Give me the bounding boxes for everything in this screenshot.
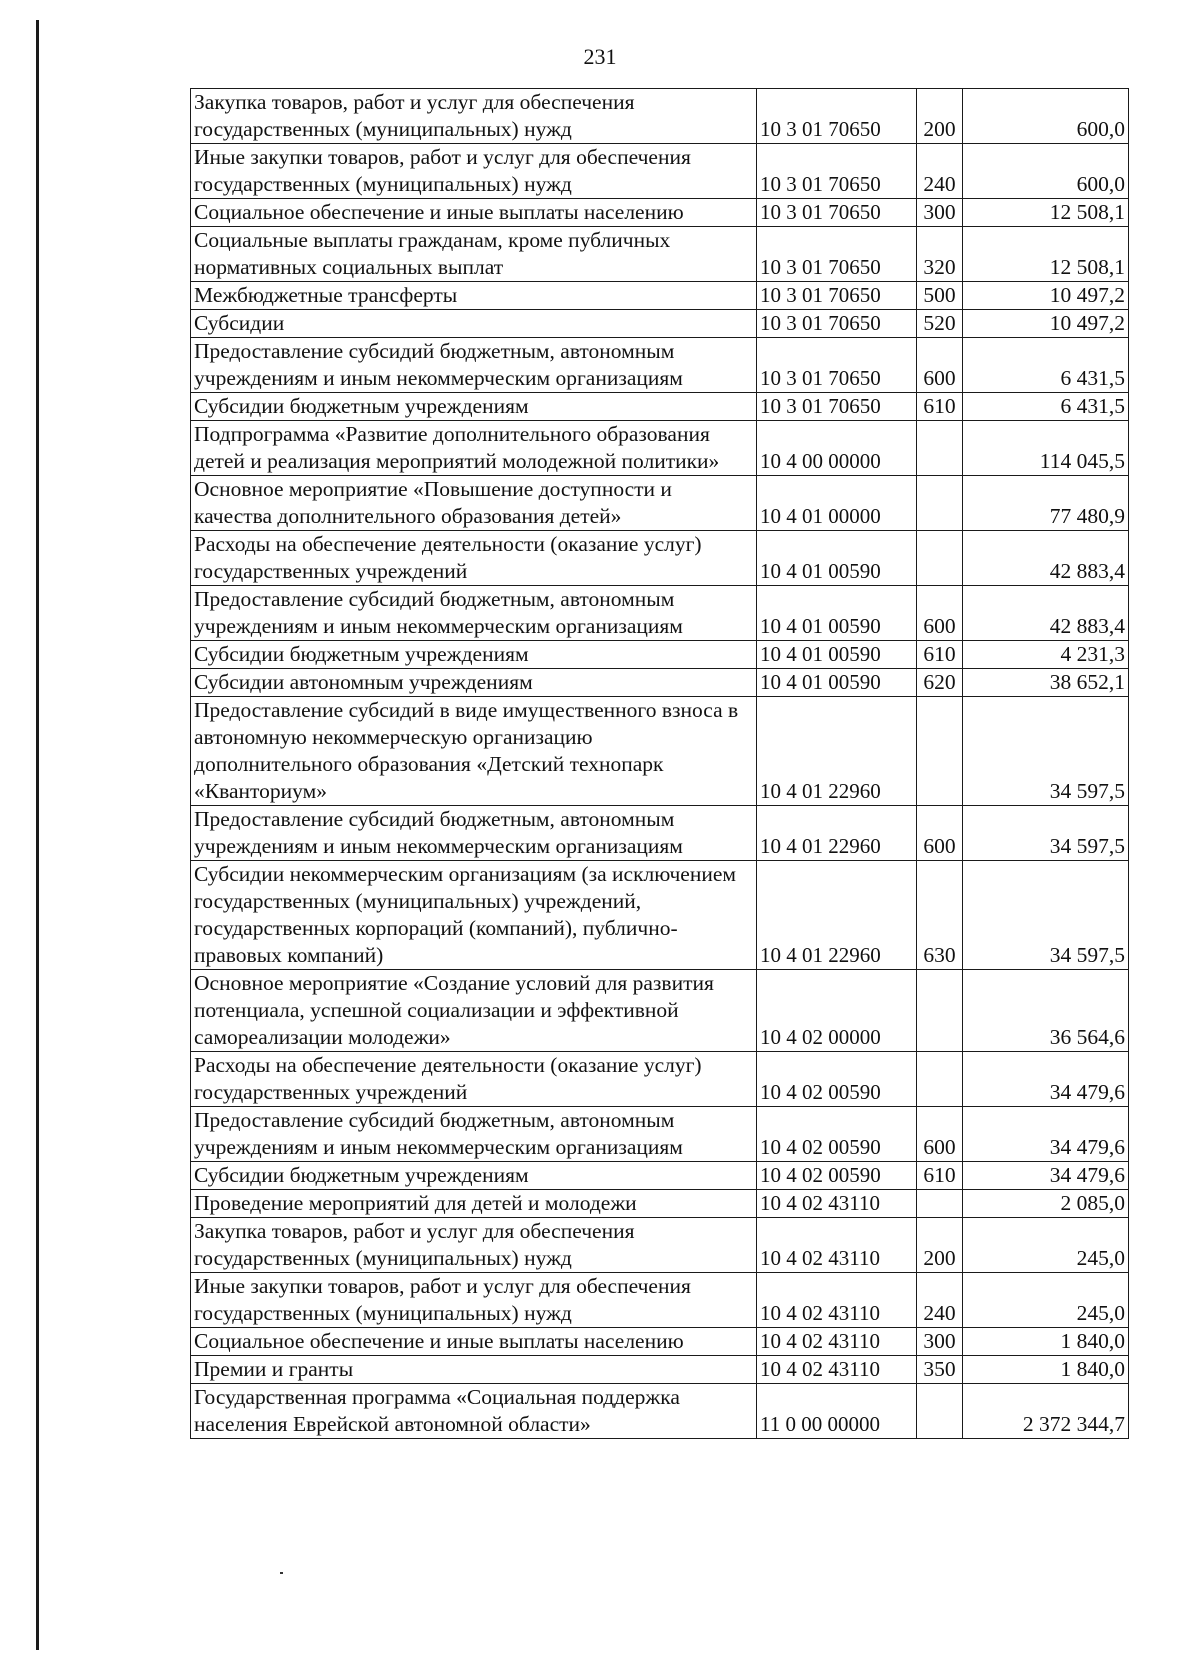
row-amount-cell: 34 597,5	[963, 697, 1129, 806]
row-amount-cell: 38 652,1	[963, 669, 1129, 697]
row-amount-cell: 36 564,6	[963, 970, 1129, 1052]
row-code-cell: 10 3 01 70650	[757, 338, 917, 393]
row-amount-cell: 34 479,6	[963, 1162, 1129, 1190]
table-row	[191, 338, 1129, 393]
row-type-cell: 200	[917, 1218, 963, 1273]
row-name-cell: Расходы на обеспечение деятельности (оказание услуг) государственных учреждений	[191, 1052, 757, 1107]
row-name-cell: Иные закупки товаров, работ и услуг для обеспечения государственных (муниципальных) нужд	[191, 144, 757, 199]
row-code-cell: 10 3 01 70650	[757, 282, 917, 310]
row-name-cell: Основное мероприятие «Повышение доступности и качества дополнительного образования детей»	[191, 476, 757, 531]
row-code-cell: 10 4 01 00590	[757, 669, 917, 697]
table-row	[191, 531, 1129, 586]
row-name-cell: Основное мероприятие «Создание условий для развития потенциала, успешной социализации и эффективной самореализации молодежи»	[191, 970, 757, 1052]
row-type-cell: 600	[917, 338, 963, 393]
row-code-cell: 10 4 01 00590	[757, 586, 917, 641]
row-amount-cell: 34 597,5	[963, 861, 1129, 970]
table-row	[191, 641, 1129, 669]
row-amount-cell: 114 045,5	[963, 421, 1129, 476]
row-type-cell	[917, 1190, 963, 1218]
row-amount-cell: 10 497,2	[963, 282, 1129, 310]
row-code-cell: 10 3 01 70650	[757, 89, 917, 144]
table-row	[191, 586, 1129, 641]
row-code-cell: 10 4 01 00000	[757, 476, 917, 531]
table-row	[191, 1384, 1129, 1439]
row-name-cell: Государственная программа «Социальная поддержка населения Еврейской автономной области»	[191, 1384, 757, 1439]
table-row	[191, 421, 1129, 476]
row-code-cell: 10 4 02 00000	[757, 970, 917, 1052]
row-amount-cell: 34 479,6	[963, 1052, 1129, 1107]
row-code-cell: 10 3 01 70650	[757, 199, 917, 227]
row-amount-cell: 245,0	[963, 1273, 1129, 1328]
row-type-cell: 630	[917, 861, 963, 970]
row-amount-cell: 6 431,5	[963, 338, 1129, 393]
row-type-cell: 240	[917, 144, 963, 199]
row-name-cell: Предоставление субсидий бюджетным, автономным учреждениям и иным некоммерческим организациям	[191, 338, 757, 393]
row-type-cell	[917, 1384, 963, 1439]
row-type-cell: 240	[917, 1273, 963, 1328]
row-amount-cell: 600,0	[963, 144, 1129, 199]
row-name-cell: Иные закупки товаров, работ и услуг для обеспечения государственных (муниципальных) нужд	[191, 1273, 757, 1328]
row-type-cell: 300	[917, 199, 963, 227]
table-row	[191, 476, 1129, 531]
row-type-cell	[917, 421, 963, 476]
row-code-cell: 10 4 02 43110	[757, 1190, 917, 1218]
scan-speck	[280, 1572, 283, 1574]
table-row	[191, 806, 1129, 861]
row-code-cell: 10 4 02 00590	[757, 1162, 917, 1190]
row-name-cell: Подпрограмма «Развитие дополнительного образования детей и реализация мероприятий молодежной политики»	[191, 421, 757, 476]
row-name-cell: Социальное обеспечение и иные выплаты населению	[191, 1328, 757, 1356]
row-name-cell: Социальные выплаты гражданам, кроме публичных нормативных социальных выплат	[191, 227, 757, 282]
binding-edge-line	[36, 20, 39, 1650]
row-name-cell: Субсидии автономным учреждениям	[191, 669, 757, 697]
row-code-cell: 10 3 01 70650	[757, 227, 917, 282]
row-amount-cell: 1 840,0	[963, 1356, 1129, 1384]
row-name-cell: Предоставление субсидий в виде имущественного взноса в автономную некоммерческую организацию дополнительного образования «Детский технопарк «Кванториум»	[191, 697, 757, 806]
row-code-cell: 10 4 02 43110	[757, 1218, 917, 1273]
row-amount-cell: 10 497,2	[963, 310, 1129, 338]
table-row	[191, 1356, 1129, 1384]
row-amount-cell: 1 840,0	[963, 1328, 1129, 1356]
row-type-cell: 500	[917, 282, 963, 310]
table-row	[191, 144, 1129, 199]
row-type-cell: 520	[917, 310, 963, 338]
table-row	[191, 1328, 1129, 1356]
row-code-cell: 10 4 01 22960	[757, 697, 917, 806]
row-amount-cell: 42 883,4	[963, 531, 1129, 586]
row-code-cell: 10 4 02 43110	[757, 1273, 917, 1328]
table-row	[191, 282, 1129, 310]
table-row	[191, 1190, 1129, 1218]
table-row	[191, 89, 1129, 144]
row-type-cell	[917, 531, 963, 586]
budget-table-body	[191, 89, 1129, 1439]
table-row	[191, 1107, 1129, 1162]
row-type-cell: 600	[917, 806, 963, 861]
row-name-cell: Расходы на обеспечение деятельности (оказание услуг) государственных учреждений	[191, 531, 757, 586]
row-amount-cell: 42 883,4	[963, 586, 1129, 641]
row-name-cell: Субсидии бюджетным учреждениям	[191, 641, 757, 669]
table-row	[191, 669, 1129, 697]
table-row	[191, 199, 1129, 227]
row-type-cell: 300	[917, 1328, 963, 1356]
row-code-cell: 10 3 01 70650	[757, 310, 917, 338]
row-amount-cell: 600,0	[963, 89, 1129, 144]
table-row	[191, 970, 1129, 1052]
row-name-cell: Субсидии некоммерческим организациям (за исключением государственных (муниципальных) учреждений, государственных корпораций (компаний), публично-правовых компаний)	[191, 861, 757, 970]
row-name-cell: Субсидии бюджетным учреждениям	[191, 1162, 757, 1190]
row-name-cell: Предоставление субсидий бюджетным, автономным учреждениям и иным некоммерческим организациям	[191, 806, 757, 861]
row-code-cell: 10 4 01 22960	[757, 806, 917, 861]
row-name-cell: Субсидии	[191, 310, 757, 338]
table-row	[191, 227, 1129, 282]
row-type-cell: 350	[917, 1356, 963, 1384]
row-code-cell: 10 4 02 00590	[757, 1052, 917, 1107]
row-type-cell: 600	[917, 1107, 963, 1162]
row-code-cell: 10 4 01 00590	[757, 531, 917, 586]
row-code-cell: 10 4 01 22960	[757, 861, 917, 970]
row-type-cell	[917, 1052, 963, 1107]
table-row	[191, 310, 1129, 338]
budget-table	[190, 88, 1129, 1439]
row-name-cell: Предоставление субсидий бюджетным, автономным учреждениям и иным некоммерческим организациям	[191, 1107, 757, 1162]
row-amount-cell: 77 480,9	[963, 476, 1129, 531]
row-name-cell: Проведение мероприятий для детей и молодежи	[191, 1190, 757, 1218]
row-code-cell: 10 4 01 00590	[757, 641, 917, 669]
row-amount-cell: 34 479,6	[963, 1107, 1129, 1162]
row-name-cell: Предоставление субсидий бюджетным, автономным учреждениям и иным некоммерческим организациям	[191, 586, 757, 641]
table-row	[191, 1273, 1129, 1328]
row-amount-cell: 4 231,3	[963, 641, 1129, 669]
row-name-cell: Премии и гранты	[191, 1356, 757, 1384]
row-code-cell: 11 0 00 00000	[757, 1384, 917, 1439]
row-name-cell: Социальное обеспечение и иные выплаты населению	[191, 199, 757, 227]
table-row	[191, 1162, 1129, 1190]
row-name-cell: Закупка товаров, работ и услуг для обеспечения государственных (муниципальных) нужд	[191, 1218, 757, 1273]
table-row	[191, 1218, 1129, 1273]
table-row	[191, 697, 1129, 806]
row-type-cell: 320	[917, 227, 963, 282]
row-type-cell	[917, 476, 963, 531]
row-code-cell: 10 3 01 70650	[757, 144, 917, 199]
row-code-cell: 10 4 00 00000	[757, 421, 917, 476]
row-type-cell	[917, 697, 963, 806]
table-row	[191, 1052, 1129, 1107]
row-amount-cell: 2 372 344,7	[963, 1384, 1129, 1439]
row-amount-cell: 245,0	[963, 1218, 1129, 1273]
row-name-cell: Субсидии бюджетным учреждениям	[191, 393, 757, 421]
row-amount-cell: 2 085,0	[963, 1190, 1129, 1218]
row-code-cell: 10 3 01 70650	[757, 393, 917, 421]
row-amount-cell: 6 431,5	[963, 393, 1129, 421]
page-number: 231	[583, 44, 617, 69]
row-code-cell: 10 4 02 00590	[757, 1107, 917, 1162]
row-name-cell: Межбюджетные трансферты	[191, 282, 757, 310]
row-type-cell: 610	[917, 641, 963, 669]
row-type-cell: 600	[917, 586, 963, 641]
row-code-cell: 10 4 02 43110	[757, 1356, 917, 1384]
row-type-cell: 620	[917, 669, 963, 697]
row-type-cell	[917, 970, 963, 1052]
row-amount-cell: 34 597,5	[963, 806, 1129, 861]
row-type-cell: 610	[917, 1162, 963, 1190]
row-amount-cell: 12 508,1	[963, 199, 1129, 227]
row-type-cell: 610	[917, 393, 963, 421]
row-name-cell: Закупка товаров, работ и услуг для обеспечения государственных (муниципальных) нужд	[191, 89, 757, 144]
row-code-cell: 10 4 02 43110	[757, 1328, 917, 1356]
row-type-cell: 200	[917, 89, 963, 144]
table-row	[191, 861, 1129, 970]
row-amount-cell: 12 508,1	[963, 227, 1129, 282]
table-row	[191, 393, 1129, 421]
